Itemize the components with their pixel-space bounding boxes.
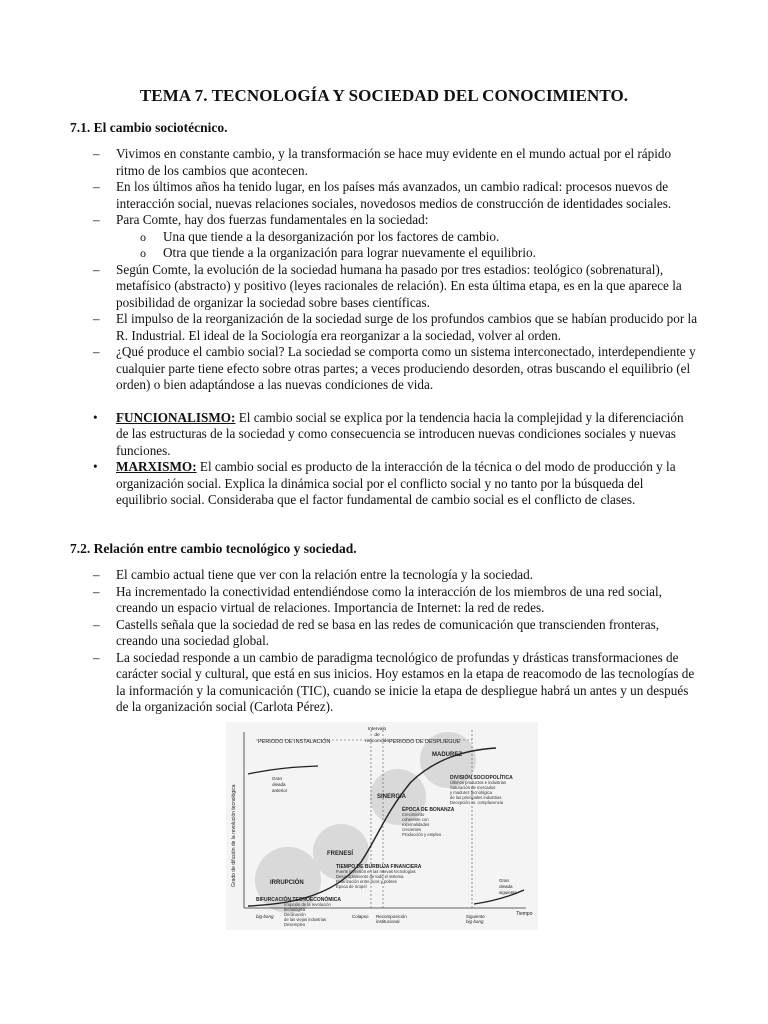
bullet-item-marxismo: • MARXISMO: El cambio social es producto de la interacción de la técnica o del modo de producción y la organización social. Explica la dinámica social por el conflicto social y no tanto por la búsqueda del equilibrio social. Consideraba que el factor fundamental de cambio social es el conflicto de clases. [93,459,676,507]
bonanza-line: coherente con [402,817,429,822]
next-wave-label-3: siguiente [499,890,518,895]
list-item: – Ha incrementado la conectividad entendiéndose como la interacción de los miembros de una red social, creando un espacio virtual de relaciones. Importancia de Internet: la red de redes. [93,583,662,615]
bonanza-title: ÉPOCA DE BONANZA [402,807,455,813]
division-line: Últimos productos e industrias [450,780,507,785]
section-7-2-list [0,567,768,716]
division-line: Saturación de mercados [450,785,496,790]
section-heading-7-1: 7.1. El cambio sociotécnico. [70,120,228,135]
burbuja-line: Fuerte inversión en las nuevas tecnologías [336,869,416,874]
list-item: – El impulso de la reorganización de la sociedad surge de los profundos cambios que se habían producido por la R. Industrial. El ideal de la Sociología era reorganizar a la sociedad, volver al orden. [93,311,698,343]
next-bigbang-label-1: Siguiente [466,914,485,919]
bifurcacion-line: Declinación [284,912,306,917]
technological-revolution-diagram [226,722,538,930]
bifurcacion-line: Irrupción de la revolución [284,902,331,907]
sub-list-item: o Otra que tiende a la organización para lograr nuevamente el equilibrio. [140,245,536,260]
prev-wave-label-2: oleada [272,782,286,787]
burbuja-line: Desacoplamiento de todo el sistema [336,874,404,879]
division-title: DIVISIÓN SOCIOPOLÍTICA [450,775,513,781]
list-item: – En los últimos años ha tenido lugar, en los países más avanzados, un cambio radical: procesos nuevos de interacción social, nuevas relaciones sociales, novedosos medios de construcción de identidades sociales. [93,179,672,211]
period-deploy-label: PERIODO DE DESPLIEGUE [389,739,461,745]
bonanza-line: Producción y empleo [402,832,442,837]
x-axis-label: Tiempo [516,911,533,917]
next-wave-label-1: Gran [499,878,510,883]
frenesi-label: FRENESÍ [327,851,354,857]
prev-wave-label-3: anterior [272,788,288,793]
interval-label-1: Intervalo [367,727,387,732]
bigbang-label: big-bang [256,914,274,919]
bullet-item-funcionalismo: • FUNCIONALISMO: El cambio social se explica por la tendencia hacia la complejidad y la diferenciación de las estructuras de la sociedad y como consecuencia se introducen nuevas condiciones sociales y nuevas funciones. [93,409,684,458]
bifurcacion-title: BIFURCACIÓN TECNOECONÓMICA [256,897,341,903]
interval-label-2: de [374,733,380,738]
bonanza-line: Crecimiento [402,812,425,817]
recomposicion-label-2: institucional [376,919,400,924]
recomposicion-label-1: Recomposición [376,914,407,919]
bonanza-line: externalidades [402,822,430,827]
prev-wave-label-1: Gran [272,776,283,781]
division-line: y madurez tecnológica [450,790,492,795]
madurez-label: MADUREZ [432,752,462,758]
list-item: – Para Comte, hay dos fuerzas fundamentales en la sociedad: [93,212,429,227]
bifurcacion-line: tecnológica [284,907,306,912]
division-line: de las principales industrias [450,795,502,800]
burbuja-line: Polarización entre ricos y pobres [336,879,397,884]
list-item: – La sociedad responde a un cambio de paradigma tecnológico de profundas y drásticas transformaciones de carácter social y cultural, que está en sus inicios. Hoy estamos en la etapa de reacomodo de las tecnologías de la información y la comunicación (TIC), cuando se inicie la etapa de despliegue habrá un antes y un después de la organización social (Carlota Pérez). [93,649,695,714]
colapso-label: Colapso [352,914,369,919]
list-item: – Vivimos en constante cambio, y la transformación se hace muy evidente en el mundo actual por el rápido ritmo de los cambios que acontecen. [93,146,672,178]
bifurcacion-line: Desempleo [284,922,306,927]
next-wave-label-2: oleada [499,884,513,889]
division-line: Decepción vs. complacencia [450,800,504,805]
page-title: TEMA 7. TECNOLOGÍA Y SOCIEDAD DEL CONOCIMIENTO. [139,86,629,105]
section-7-1-list [0,146,768,509]
list-item: – Según Comte, la evolución de la sociedad humana ha pasado por tres estadios: teológico (sobrenatural), metafísico (abstracto) y positivo (leyes racionales de relación). En esta última etapa, es en la que aparece la posibilidad de organizar la sociedad sobre bases científicas. [93,261,682,310]
list-item: – Castells señala que la sociedad de red se basa en las redes de comunicación que transcienden fronteras, creando una sociedad global. [93,616,660,648]
sinergia-label: SINERGIA [377,794,407,800]
sub-list-item: o Una que tiende a la desorganización por los factores de cambio. [140,228,500,244]
section-heading-7-2: 7.2. Relación entre cambio tecnológico y sociedad. [70,541,357,556]
interval-label-3: reacomodo [365,739,389,744]
bonanza-line: crecientes [402,827,422,832]
burbuja-title: TIEMPO DE BURBUJA FINANCIERA [336,864,422,870]
irrupcion-label: IRRUPCIÓN [270,880,304,886]
period-install-label: PERIODO DE INSTALACIÓN [258,739,331,745]
y-axis-label: Grado de difusión de la revolución tecnológica [231,784,237,887]
list-item: – El cambio actual tiene que ver con la relación entre la tecnología y la sociedad. [93,567,534,582]
list-item: – ¿Qué produce el cambio social? La sociedad se comporta como un sistema interconectado, interdependiente y cualquier parte tiene efecto sobre otras partes; a veces produciendo desorden, otras buscando el equilibrio (el orden) o bien adaptándose a las nuevas condiciones de vida. [93,344,696,392]
bifurcacion-line: de las viejas industrias [284,917,327,922]
burbuja-line: Época de oropel [336,884,367,889]
next-bigbang-label-2: big-bang [466,919,484,924]
